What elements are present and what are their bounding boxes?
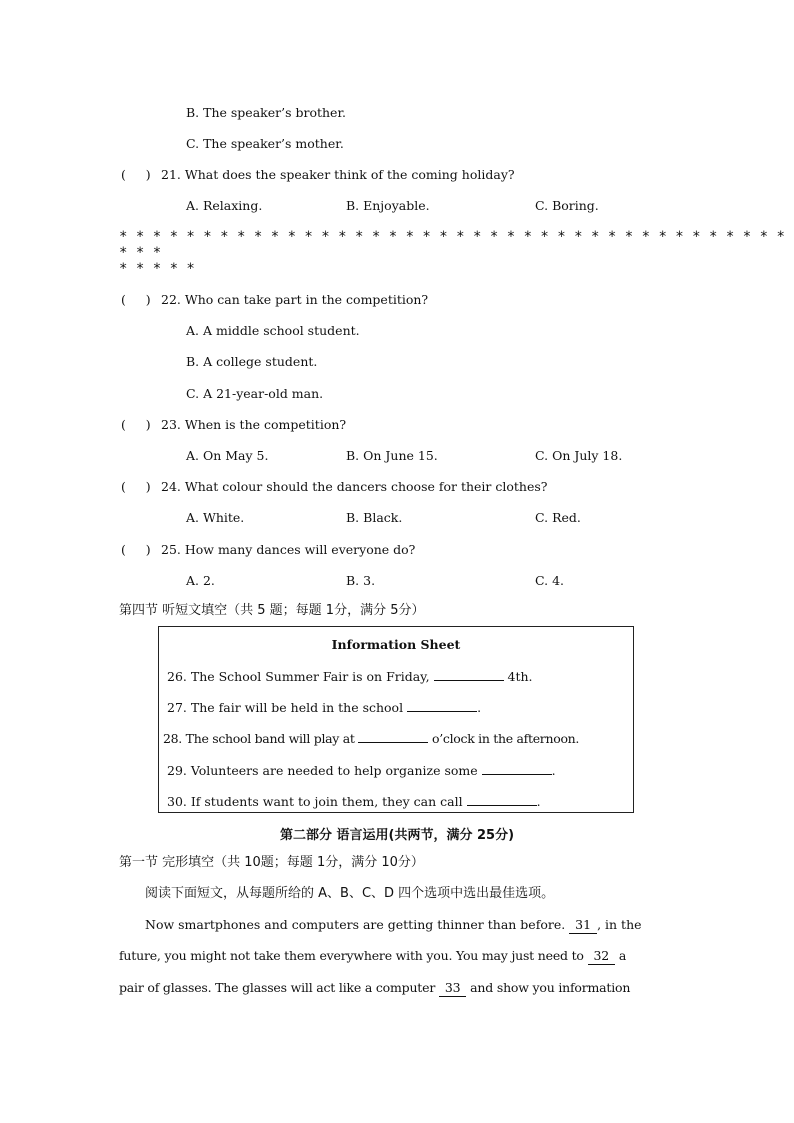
answer-blank-30[interactable]: [467, 793, 537, 806]
passage-line-1-text: Now smartphones and computers are getting thinner than before.: [145, 917, 570, 932]
passage-line-1-tail: , in the: [597, 917, 642, 932]
passage-line-2-tail: a: [615, 948, 627, 963]
info-row-28-suffix: o’clock in the afternoon.: [428, 731, 580, 746]
part2-heading: 第二部分 语言运用(共两节，满分 25分): [279, 828, 515, 843]
q23-option-c: C. On July 18.: [535, 448, 623, 463]
info-row-30: [167, 793, 541, 810]
information-sheet-title: Information Sheet: [331, 637, 461, 652]
q24-option-a: A. White.: [186, 510, 245, 525]
passage-line-3: [119, 980, 675, 997]
q22-question: 22. Who can take part in the competition?: [161, 292, 429, 307]
answer-blank-28[interactable]: [358, 730, 428, 743]
info-row-29: [167, 762, 556, 779]
q22-option-b: B. A college student.: [186, 354, 318, 369]
info-row-29-suffix: .: [551, 763, 556, 778]
section1-heading: 第一节 完形填空（共 10题；每题 1分，满分 10分）: [119, 855, 424, 870]
q23-answer-paren: ( ): [121, 417, 151, 432]
blank-31[interactable]: 31: [569, 917, 597, 934]
info-row-27-suffix: .: [477, 700, 482, 715]
q22-answer-paren: ( ): [121, 292, 151, 307]
information-sheet: [158, 626, 634, 813]
q25-option-a: A. 2.: [186, 573, 215, 588]
q23-question: 23. When is the competition?: [161, 417, 347, 432]
q24-answer-paren: ( ): [121, 479, 151, 494]
info-row-27-text: 27. The fair will be held in the school: [167, 700, 408, 715]
info-row-27: [167, 699, 481, 716]
q21-option-c: C. Boring.: [535, 198, 599, 213]
q20-option-b: B. The speaker’s brother.: [186, 105, 347, 120]
section1-instruction: 阅读下面短文，从每题所给的 A、B、C、D 四个选项中选出最佳选项。: [145, 886, 555, 901]
blank-33[interactable]: 33: [439, 980, 467, 997]
info-row-30-suffix: .: [536, 794, 541, 809]
q25-question: 25. How many dances will everyone do?: [161, 542, 416, 557]
q20-option-c: C. The speaker’s mother.: [186, 136, 344, 151]
q25-option-b: B. 3.: [346, 573, 376, 588]
blank-32[interactable]: 32: [588, 948, 616, 965]
passage-line-2-text: future, you might not take them everywhere with you. You may just need to: [119, 948, 588, 963]
passage-line-1: [119, 917, 675, 934]
q24-option-c: C. Red.: [535, 510, 581, 525]
q21-option-b: B. Enjoyable.: [346, 198, 430, 213]
answer-blank-29[interactable]: [482, 762, 552, 775]
answer-blank-27[interactable]: [407, 699, 477, 712]
info-row-26-text: 26. The School Summer Fair is on Friday,: [167, 669, 434, 684]
info-row-26: [167, 668, 533, 685]
section4-heading: 第四节 听短文填空（共 5 题；每题 1分，满分 5分）: [119, 603, 425, 618]
info-row-26-suffix: 4th.: [503, 669, 533, 684]
q25-answer-paren: ( ): [121, 542, 151, 557]
q22-option-c: C. A 21-year-old man.: [186, 386, 324, 401]
separator-line-1: * * * * * * * * * * * * * * * * * * * * * * * * * * * * * * * * * * * * * * * * * * *: [119, 229, 785, 261]
q25-option-c: C. 4.: [535, 573, 564, 588]
answer-blank-26[interactable]: [434, 668, 504, 681]
q21-option-a: A. Relaxing.: [186, 198, 263, 213]
passage-line-2: [119, 948, 675, 965]
passage-line-3-tail: and show you information: [466, 980, 631, 995]
q21-answer-paren: ( ): [121, 167, 151, 182]
info-row-29-text: 29. Volunteers are needed to help organize some: [167, 763, 482, 778]
passage-line-3-text: pair of glasses. The glasses will act like a computer: [119, 980, 439, 995]
q23-option-a: A. On May 5.: [186, 448, 269, 463]
separator-line-2: * * * * *: [119, 261, 195, 277]
info-row-28: [163, 730, 579, 747]
q21-question: 21. What does the speaker think of the coming holiday?: [161, 167, 515, 182]
q24-option-b: B. Black.: [346, 510, 403, 525]
q23-option-b: B. On June 15.: [346, 448, 438, 463]
info-row-30-text: 30. If students want to join them, they can call: [167, 794, 467, 809]
q24-question: 24. What colour should the dancers choose for their clothes?: [161, 479, 548, 494]
q22-option-a: A. A middle school student.: [186, 323, 360, 338]
info-row-28-text: 28. The school band will play at: [163, 731, 359, 746]
